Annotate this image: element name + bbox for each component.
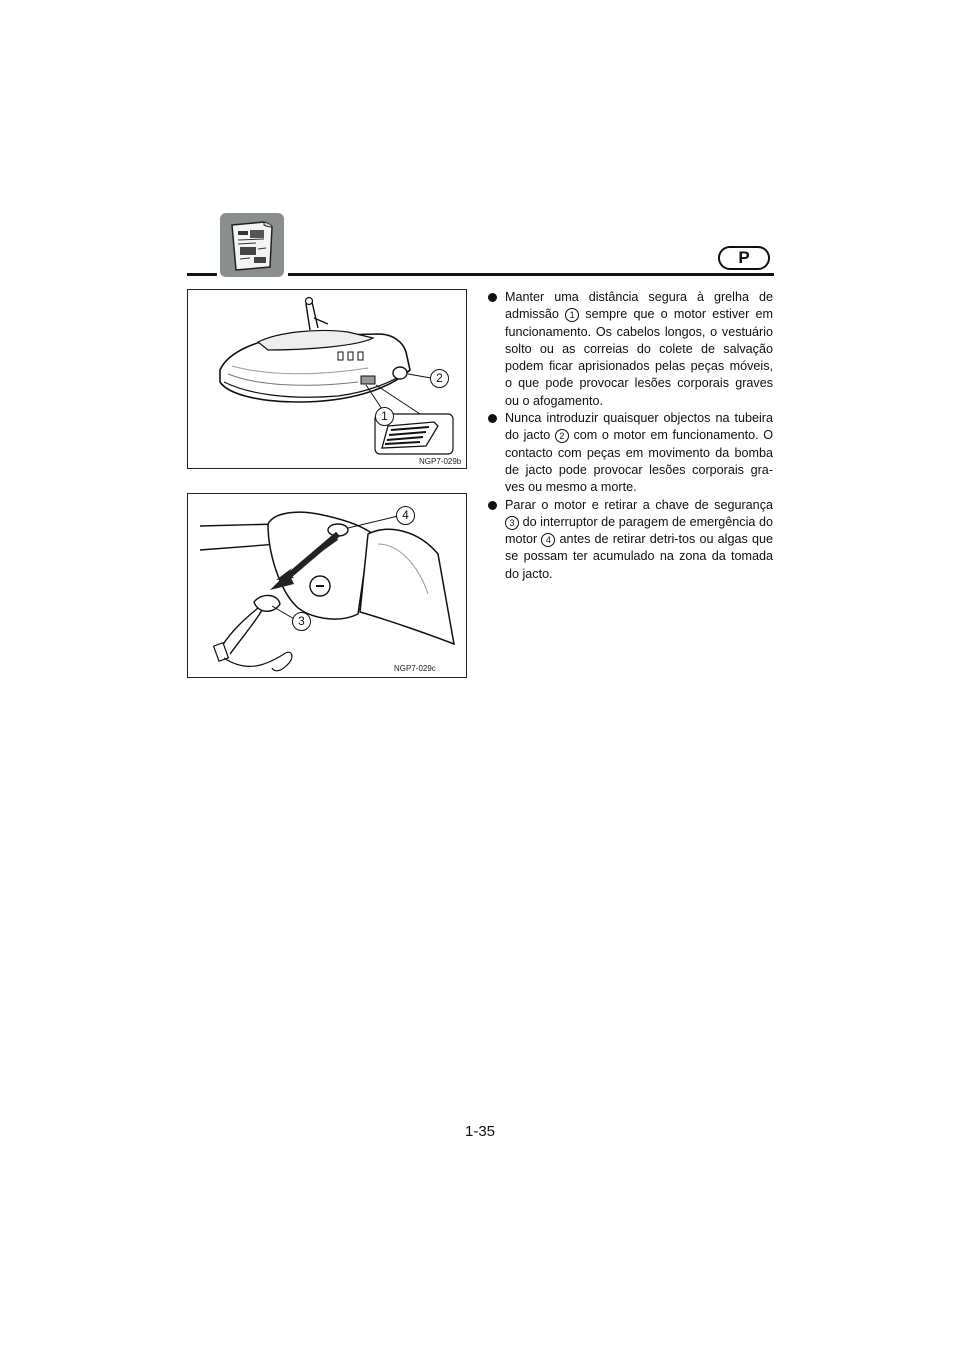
ref-4: 4 <box>541 533 555 547</box>
bullet-text: sempre que o motor estiver em funcionamento. Os cabelos longos, o vestuário solto ou as correias do colete de salvação podem ficar aprisionados pelas peças móveis, o que pode provocar lesões corporais graves ou o afogamento. <box>505 307 773 408</box>
watercraft-illustration <box>188 290 465 467</box>
bullet-text: com o motor em funcionamento. O contacto com peças em movimento da bomba de jacto pode provocar lesões corporais gra-ves ou mesmo a morte. <box>505 428 773 495</box>
header-rule-left <box>187 273 217 276</box>
lanyard-illustration <box>188 494 465 676</box>
bullet-stop-engine <box>488 497 773 583</box>
callout-1: 1 <box>375 407 394 426</box>
callout-3: 3 <box>292 612 311 631</box>
ref-3: 3 <box>505 516 519 530</box>
header-rule-right <box>288 273 774 276</box>
manual-book-icon <box>220 213 284 277</box>
bullet-text: do interruptor de paragem de emergência do motor <box>505 514 773 547</box>
warning-text <box>488 289 773 583</box>
bullet-dot <box>488 501 497 510</box>
figure-watercraft <box>187 289 467 469</box>
ref-2: 2 <box>555 429 569 443</box>
bullet-dot <box>488 414 497 423</box>
bullet-text: antes de retirar detri-tos ou algas que se possam ter acumulado na zona da tomada do jacto. <box>505 532 773 581</box>
bullet-intake-grate <box>488 289 773 410</box>
page-number: 1-35 <box>464 1123 496 1140</box>
callout-4: 4 <box>396 506 415 525</box>
figure-code: NGP7-029b <box>419 457 462 466</box>
bullet-text: Nunca introduzir quaisquer objectos na tubeira do jacto <box>505 411 773 443</box>
language-badge: P <box>718 246 770 270</box>
bullet-jet-nozzle <box>488 410 773 496</box>
figure-code: NGP7-029c <box>394 664 436 673</box>
figure-lanyard <box>187 493 467 678</box>
ref-1: 1 <box>565 308 579 322</box>
bullet-text: Manter uma distância segura à grelha de admissão <box>505 290 773 322</box>
bullet-dot <box>488 293 497 302</box>
bullet-text: Parar o motor e retirar a chave de segurança <box>505 497 773 512</box>
callout-2: 2 <box>430 369 449 388</box>
